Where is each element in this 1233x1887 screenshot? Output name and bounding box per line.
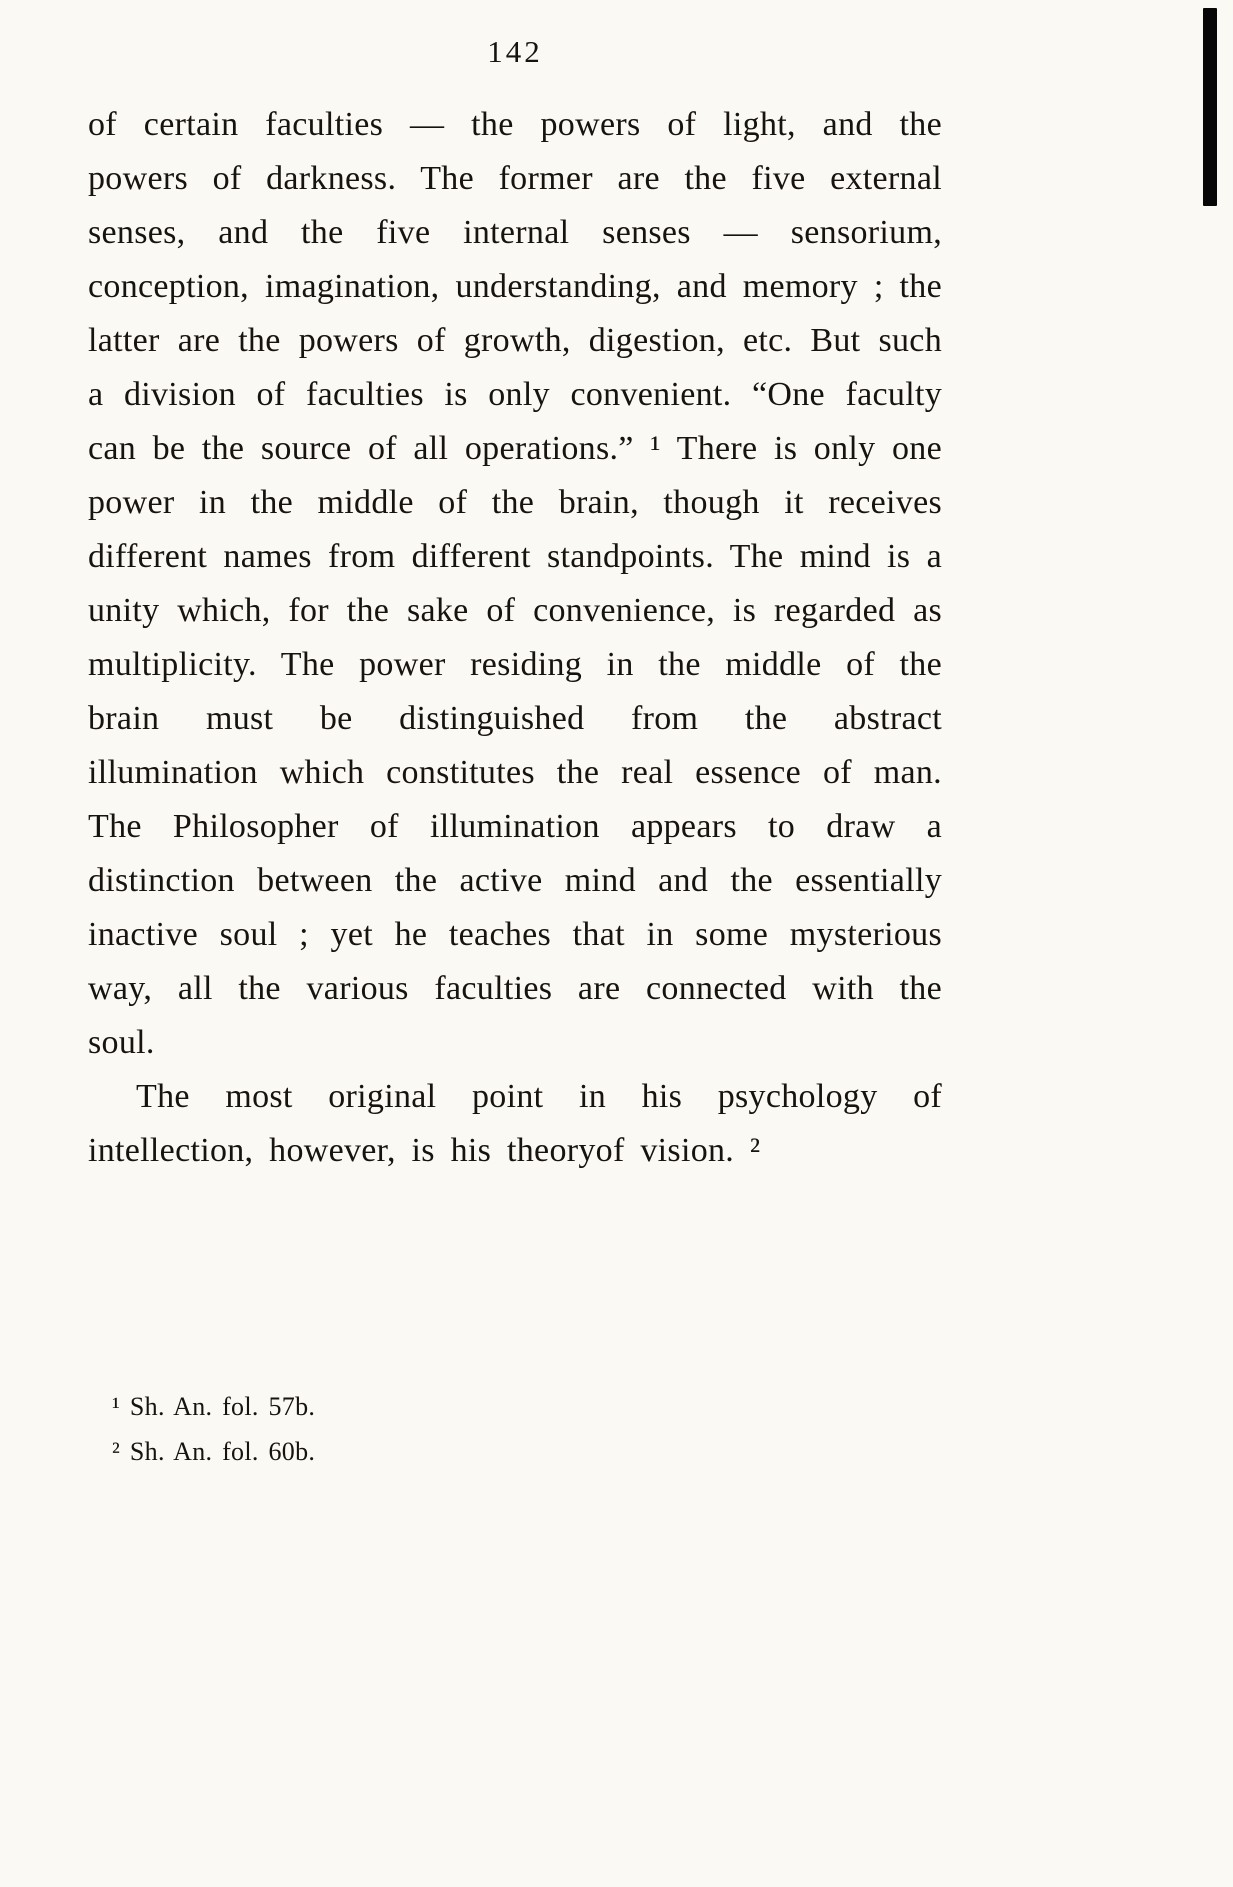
footnotes <box>112 1384 812 1474</box>
scan-artifact-bar <box>1203 8 1217 206</box>
footnote-1: ¹ Sh. An. fol. 57b. <box>112 1392 316 1421</box>
page-body <box>88 98 942 1178</box>
paragraph-2: The most original point in his psychology of intellection, however, is his theoryof vision. ² <box>88 1078 942 1169</box>
paragraph-1: of certain faculties — the powers of light, and the powers of darkness. The former are the five external senses, and the five internal senses — sensorium, conception, imagination, understanding, and memory ; the latter are the powers of growth, digestion, etc. But such a division of faculties is only convenient. “One faculty can be the source of all operations.” ¹ There is only one power in the middle of the brain, though it receives different names from different standpoints. The mind is a unity which, for the sake of convenience, is regarded as multiplicity. The power residing in the middle of the brain must be distinguished from the abstract illumination which constitutes the real essence of man. The Philosopher of illumination appears to draw a distinction between the active mind and the essentially inactive soul ; yet he teaches that in some mysterious way, all the various faculties are connected with the soul. <box>88 106 942 1061</box>
footnote-2: ² Sh. An. fol. 60b. <box>112 1437 316 1466</box>
page-number: 142 <box>487 34 543 69</box>
